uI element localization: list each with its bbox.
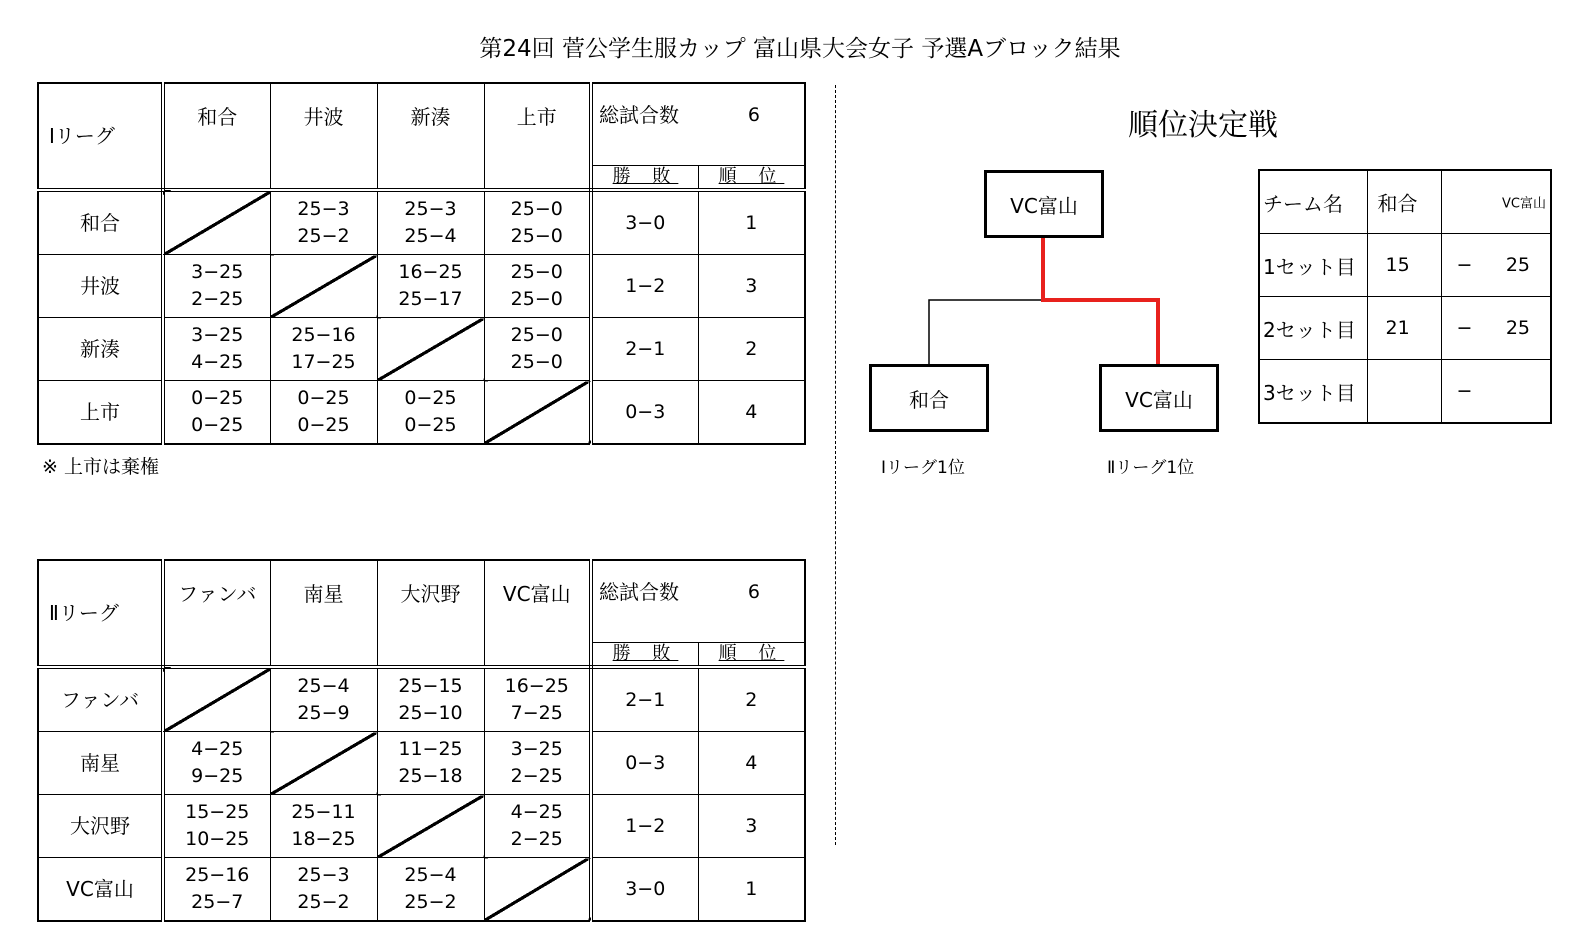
set-1-score: 3−25 [510, 738, 563, 760]
rank-cell: 2 [698, 667, 805, 732]
win-loss-cell: 3−0 [591, 858, 698, 922]
win-loss-cell: 2−1 [591, 318, 698, 381]
set-2-score: 0−25 [297, 414, 350, 436]
match-score-cell [163, 732, 270, 795]
self-match-cell [484, 381, 591, 445]
set-1-score: 25−11 [291, 801, 356, 823]
set-score-b: 25 [1505, 254, 1530, 276]
column-team-header: 井波 [270, 83, 377, 190]
set-1-score: 4−25 [510, 801, 563, 823]
win-loss-cell: 0−3 [591, 732, 698, 795]
rank-cell: 2 [698, 318, 805, 381]
win-loss-cell: 0−3 [591, 381, 698, 445]
set-2-score: 0−25 [191, 414, 244, 436]
set-1-score: 25−15 [398, 675, 463, 697]
column-team-header: 南星 [270, 560, 377, 667]
set-1-score: 25−3 [404, 198, 457, 220]
set-1-score: 25−3 [297, 864, 350, 886]
bracket-right-caption: Ⅱリーグ1位 [1107, 458, 1195, 478]
set-1-score: 16−25 [504, 675, 569, 697]
set-2-score: 9−25 [191, 765, 244, 787]
bracket-winner-line [1043, 236, 1158, 366]
table-row [38, 858, 805, 922]
set-row-label: 3セット目 [1259, 360, 1367, 424]
row-team-name: VC富山 [38, 858, 163, 922]
league-name: Ⅰリーグ [38, 83, 163, 190]
set-2-score: 10−25 [185, 828, 250, 850]
row-team-name: 和合 [38, 190, 163, 255]
bracket-left-team-box: 和合 [869, 364, 989, 432]
win-loss-label: 勝 敗 [612, 166, 679, 187]
set-2-score: 4−25 [191, 351, 244, 373]
set-2-score: 25−0 [510, 225, 563, 247]
match-score-cell [377, 381, 484, 445]
match-score-cell [270, 795, 377, 858]
set-1-score: 3−25 [191, 261, 244, 283]
set-2-score: 25−2 [297, 891, 350, 913]
total-games-label: 総試合数 [599, 102, 679, 127]
match-score-cell [163, 858, 270, 922]
rank-cell: 4 [698, 381, 805, 445]
bracket-lines [860, 230, 1240, 370]
set-2-score: 25−10 [398, 702, 463, 724]
row-team-name: 南星 [38, 732, 163, 795]
set-1-score: 4−25 [191, 738, 244, 760]
set-1-score: 25−0 [510, 324, 563, 346]
set-1-score: 25−0 [510, 261, 563, 283]
win-loss-cell: 3−0 [591, 190, 698, 255]
set-2-score: 25−9 [297, 702, 350, 724]
summary-header [591, 83, 805, 190]
page-title: 第24回 菅公学生服カップ 富山県大会女子 予選Aブロック結果 [479, 36, 1121, 62]
league-1-table [37, 82, 806, 445]
total-games-value: 6 [747, 103, 760, 126]
set-1-score: 25−3 [297, 198, 350, 220]
set-1-score: 0−25 [404, 387, 457, 409]
set-team-a: 和合 [1377, 191, 1418, 216]
set-1-score: 25−16 [291, 324, 356, 346]
rank-cell: 4 [698, 732, 805, 795]
league-name: Ⅱリーグ [38, 560, 163, 667]
summary-header [591, 560, 805, 667]
set-2-score: 25−4 [404, 225, 457, 247]
set-2-score: 25−0 [510, 288, 563, 310]
match-score-cell [484, 667, 591, 732]
bracket-left-caption: Ⅰリーグ1位 [881, 458, 965, 478]
bracket-loser-line [929, 300, 1043, 366]
set-score-table [1258, 169, 1552, 424]
row-team-name: 上市 [38, 381, 163, 445]
match-score-cell [163, 795, 270, 858]
set-2-score: 2−25 [191, 288, 244, 310]
match-score-cell [270, 381, 377, 445]
set-2-score: 18−25 [291, 828, 356, 850]
set-dash: − [1456, 380, 1473, 402]
win-loss-cell: 2−1 [591, 667, 698, 732]
match-score-cell [484, 732, 591, 795]
self-match-cell [270, 255, 377, 318]
rank-label: 順 位 [718, 643, 785, 664]
column-team-header: VC富山 [484, 560, 591, 667]
bracket-title: 順位決定戦 [1128, 108, 1278, 143]
match-score-cell [163, 318, 270, 381]
set-1-score: 25−16 [185, 864, 250, 886]
row-team-name: 井波 [38, 255, 163, 318]
set-score-b: 25 [1505, 317, 1530, 339]
set-header-label: チーム名 [1259, 170, 1367, 234]
set-2-score: 2−25 [510, 765, 563, 787]
match-score-cell [377, 858, 484, 922]
set-1-score: 25−4 [297, 675, 350, 697]
win-loss-label: 勝 敗 [612, 643, 679, 664]
set-2-score: 7−25 [510, 702, 563, 724]
set-team-b: VC富山 [1502, 196, 1546, 212]
match-score-cell [270, 667, 377, 732]
set-row-label: 2セット目 [1259, 297, 1367, 360]
column-team-header: 上市 [484, 83, 591, 190]
set-2-score: 0−25 [404, 414, 457, 436]
match-score-cell [484, 255, 591, 318]
row-team-name: 大沢野 [38, 795, 163, 858]
match-score-cell [163, 255, 270, 318]
set-2-score: 17−25 [291, 351, 356, 373]
self-match-cell [484, 858, 591, 922]
set-2-score: 2−25 [510, 828, 563, 850]
win-loss-cell: 1−2 [591, 795, 698, 858]
set-2-score: 25−2 [404, 891, 457, 913]
set-dash: − [1456, 317, 1473, 339]
total-games-value: 6 [747, 580, 760, 603]
column-team-header: 新湊 [377, 83, 484, 190]
win-loss-cell: 1−2 [591, 255, 698, 318]
rank-label: 順 位 [718, 166, 785, 187]
set-2-score: 25−18 [398, 765, 463, 787]
rank-cell: 1 [698, 858, 805, 922]
match-score-cell [377, 732, 484, 795]
forfeit-note: ※ 上市は棄権 [42, 456, 159, 478]
self-match-cell [163, 190, 270, 255]
match-score-cell [484, 318, 591, 381]
match-score-cell [377, 190, 484, 255]
column-team-header: 大沢野 [377, 560, 484, 667]
self-match-cell [270, 732, 377, 795]
self-match-cell [163, 667, 270, 732]
set-2-score: 25−2 [297, 225, 350, 247]
table-row [38, 381, 805, 445]
bracket-right-team-box: VC富山 [1099, 364, 1219, 432]
table-row [38, 732, 805, 795]
match-score-cell [163, 381, 270, 445]
match-score-cell [270, 190, 377, 255]
rank-cell: 3 [698, 795, 805, 858]
column-team-header: 和合 [163, 83, 270, 190]
row-team-name: 新湊 [38, 318, 163, 381]
match-score-cell [270, 858, 377, 922]
set-1-score: 16−25 [398, 261, 463, 283]
set-team-a-cell [1367, 170, 1441, 234]
set-2-score: 25−0 [510, 351, 563, 373]
set-1-score: 25−0 [510, 198, 563, 220]
self-match-cell [377, 318, 484, 381]
table-row [38, 190, 805, 255]
set-1-score: 0−25 [297, 387, 350, 409]
table-row [38, 795, 805, 858]
set-1-score: 25−4 [404, 864, 457, 886]
set-2-score: 25−7 [191, 891, 244, 913]
rank-cell: 3 [698, 255, 805, 318]
self-match-cell [377, 795, 484, 858]
total-games-label: 総試合数 [599, 579, 679, 604]
section-divider [835, 85, 836, 845]
match-score-cell [484, 190, 591, 255]
set-1-score: 0−25 [191, 387, 244, 409]
set-score-a: 15 [1385, 254, 1410, 276]
set-row-label: 1セット目 [1259, 234, 1367, 297]
match-score-cell [270, 318, 377, 381]
table-row [38, 255, 805, 318]
set-1-score: 15−25 [185, 801, 250, 823]
table-row [38, 318, 805, 381]
set-team-b-cell [1441, 170, 1551, 234]
league-2-table [37, 559, 806, 922]
set-1-score: 3−25 [191, 324, 244, 346]
bracket-winner-box: VC富山 [984, 170, 1104, 238]
set-score-a: 21 [1385, 317, 1410, 339]
set-1-score: 11−25 [398, 738, 463, 760]
match-score-cell [377, 667, 484, 732]
rank-cell: 1 [698, 190, 805, 255]
row-team-name: ファンバ [38, 667, 163, 732]
match-score-cell [377, 255, 484, 318]
set-dash: − [1456, 254, 1473, 276]
column-team-header: ファンバ [163, 560, 270, 667]
match-score-cell [484, 795, 591, 858]
table-row [38, 667, 805, 732]
set-2-score: 25−17 [398, 288, 463, 310]
